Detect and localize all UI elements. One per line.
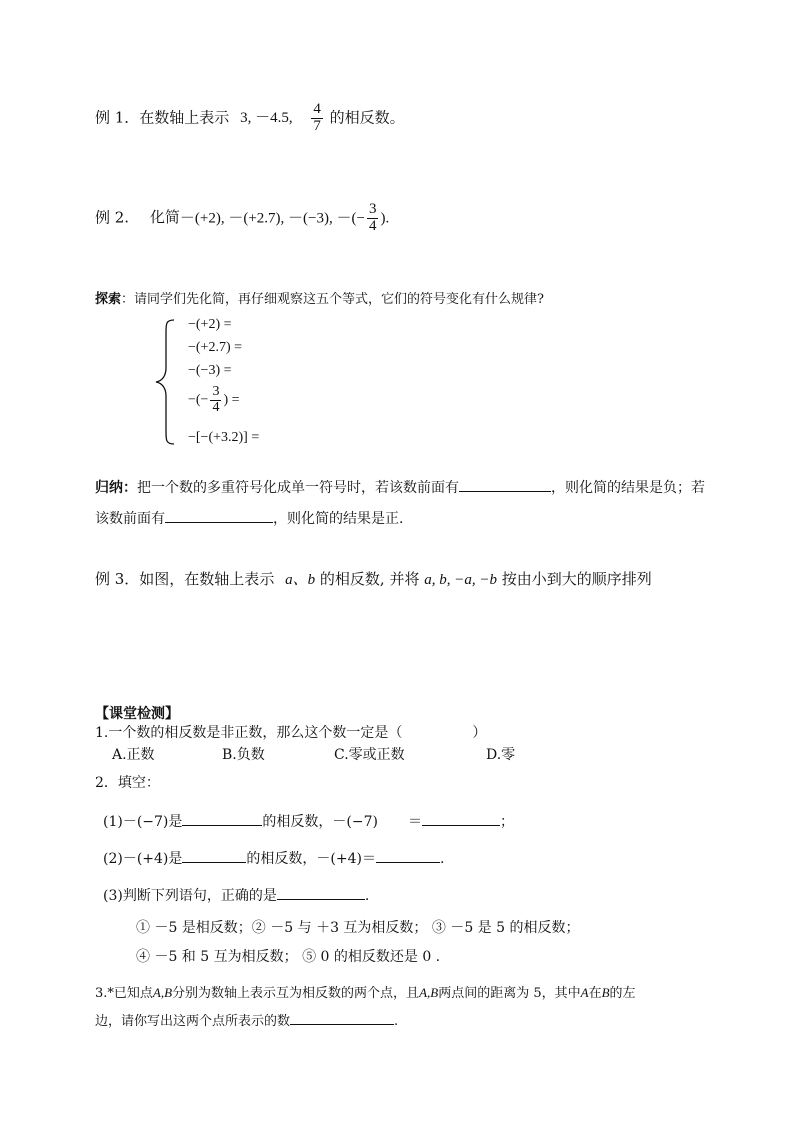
example-3-label: 例 3．如图，在数轴上表示: [95, 570, 275, 588]
example-1-label: 例 1．在数轴上表示: [95, 108, 230, 127]
q2-1-text-d: ；: [499, 814, 514, 830]
equation-3: −(−3) =: [188, 363, 232, 378]
induction-text-3: 该数前面有: [95, 511, 165, 527]
question-3-line-2: [95, 1010, 398, 1029]
q3-text-g: .: [394, 1014, 399, 1029]
question-1-option-a[interactable]: A.正数: [112, 747, 155, 763]
statements-line-1: ① －5 是相反数；② －5 与 ＋3 互为相反数； ③ －5 是 5 的相反数；: [136, 920, 580, 936]
q3-points-ab-2: A,B: [419, 985, 439, 1000]
fraction-numerator: 3: [212, 384, 220, 399]
equation-4-pre: −(−: [188, 392, 209, 408]
q3-point-b: B: [601, 985, 610, 1000]
fraction-denominator: 4: [368, 217, 377, 234]
equation-4-post: ) =: [223, 392, 240, 408]
fraction-numerator: 3: [368, 201, 377, 217]
question-3-line-1: [95, 982, 636, 1001]
fraction-3-4: [367, 202, 379, 235]
example-2: [95, 202, 389, 235]
fraction-3-4: [210, 385, 221, 415]
example-2-expr: －(+2), －(+2.7), －(−3), －(−: [179, 210, 365, 227]
question-1-option-c[interactable]: C.零或正数: [334, 747, 405, 763]
induction-text-1: 把一个数的多重符号化成单一符号时，若该数前面有: [137, 480, 459, 496]
question-2: 2．填空：: [95, 775, 160, 791]
q2-2-text-a: (2)－(+4)是: [103, 851, 183, 867]
fraction-denominator: 4: [212, 399, 220, 415]
q2-1-text-c: ＝: [407, 814, 422, 830]
answer-blank[interactable]: [376, 848, 440, 863]
example-1-suffix: 的相反数。: [329, 108, 405, 127]
question-2-2: [103, 848, 444, 868]
question-2-3: [103, 885, 369, 905]
induction-text-2: ，则化简的结果是负；若: [551, 480, 705, 496]
equation-2: −(+2.7) =: [188, 340, 243, 355]
example-1-values: 3, －4.5,: [240, 110, 293, 127]
q2-2-text-c: .: [439, 851, 445, 867]
induction-text-4: ，则化简的结果是正.: [273, 511, 404, 527]
q3-point-a: A: [580, 985, 589, 1000]
q2-3-text-b: .: [364, 888, 370, 904]
quiz-title: 【课堂检测】: [95, 706, 179, 722]
left-brace-icon: [154, 318, 176, 446]
answer-blank[interactable]: [422, 811, 500, 826]
statements-line-2: ④ －5 和 5 互为相反数； ⑤ 0 的相反数还是 0 .: [136, 949, 441, 965]
induction-label: 归纳：: [95, 480, 137, 496]
example-2-text: 化简: [149, 208, 180, 227]
induction-line-2: [95, 508, 403, 528]
answer-blank[interactable]: [165, 508, 273, 523]
example-2-expr-end: ).: [380, 210, 390, 227]
fraction-4-7: [311, 102, 323, 135]
example-3-list: a, b, −a, −b: [424, 572, 497, 588]
q3-text-b: 分别为数轴上表示互为相反数的两个点，且: [172, 986, 420, 1001]
q3-text-f: 边，请你写出这两个点所表示的数: [95, 1014, 291, 1029]
explore-text: ：请同学们先化简，再仔细观察这五个等式，它们的符号变化有什么规律?: [121, 292, 544, 307]
example-2-label: 例 2.: [95, 208, 130, 227]
answer-blank[interactable]: [182, 811, 262, 826]
explore-line: [95, 288, 544, 307]
example-1: [95, 102, 405, 135]
q3-text-e: 的左: [609, 986, 636, 1001]
q2-1-text-a: (1)－(−7)是: [103, 814, 183, 830]
example-3-mid: 的相反数, 并将: [319, 570, 420, 588]
example-3-end: 按由小到大的顺序排列: [501, 570, 652, 588]
fraction-denominator: 7: [313, 117, 321, 134]
q3-text-d: 在: [588, 986, 602, 1001]
q2-1-text-b: 的相反数，－(−7): [262, 814, 378, 830]
q2-2-text-b: 的相反数，－(+4)＝: [246, 851, 376, 867]
example-3: [95, 568, 652, 589]
answer-blank[interactable]: [290, 1010, 394, 1025]
question-1-option-b[interactable]: B.负数: [222, 747, 265, 763]
q3-text-a: 3.*已知点: [95, 986, 153, 1001]
equation-1: −(+2) =: [188, 317, 232, 332]
question-1: 1.一个数的相反数是非正数，那么这个数一定是（ ）: [95, 725, 487, 741]
equation-4: [188, 385, 240, 415]
q3-points-ab: A,B: [152, 985, 173, 1000]
example-3-vars: a、b: [285, 572, 316, 588]
question-1-option-d[interactable]: D.零: [486, 747, 516, 763]
q3-text-c: 两点间的距离为 5，其中: [438, 986, 581, 1001]
answer-blank[interactable]: [182, 848, 246, 863]
question-2-1: [103, 811, 514, 831]
q2-3-text-a: (3)判断下列语句，正确的是: [103, 888, 277, 904]
answer-blank[interactable]: [459, 477, 551, 492]
explore-label: 探索: [95, 292, 122, 307]
answer-blank[interactable]: [277, 885, 365, 900]
fraction-numerator: 4: [313, 101, 321, 117]
equation-5: −[−(+3.2)] =: [188, 430, 260, 445]
induction-line-1: [95, 477, 705, 497]
